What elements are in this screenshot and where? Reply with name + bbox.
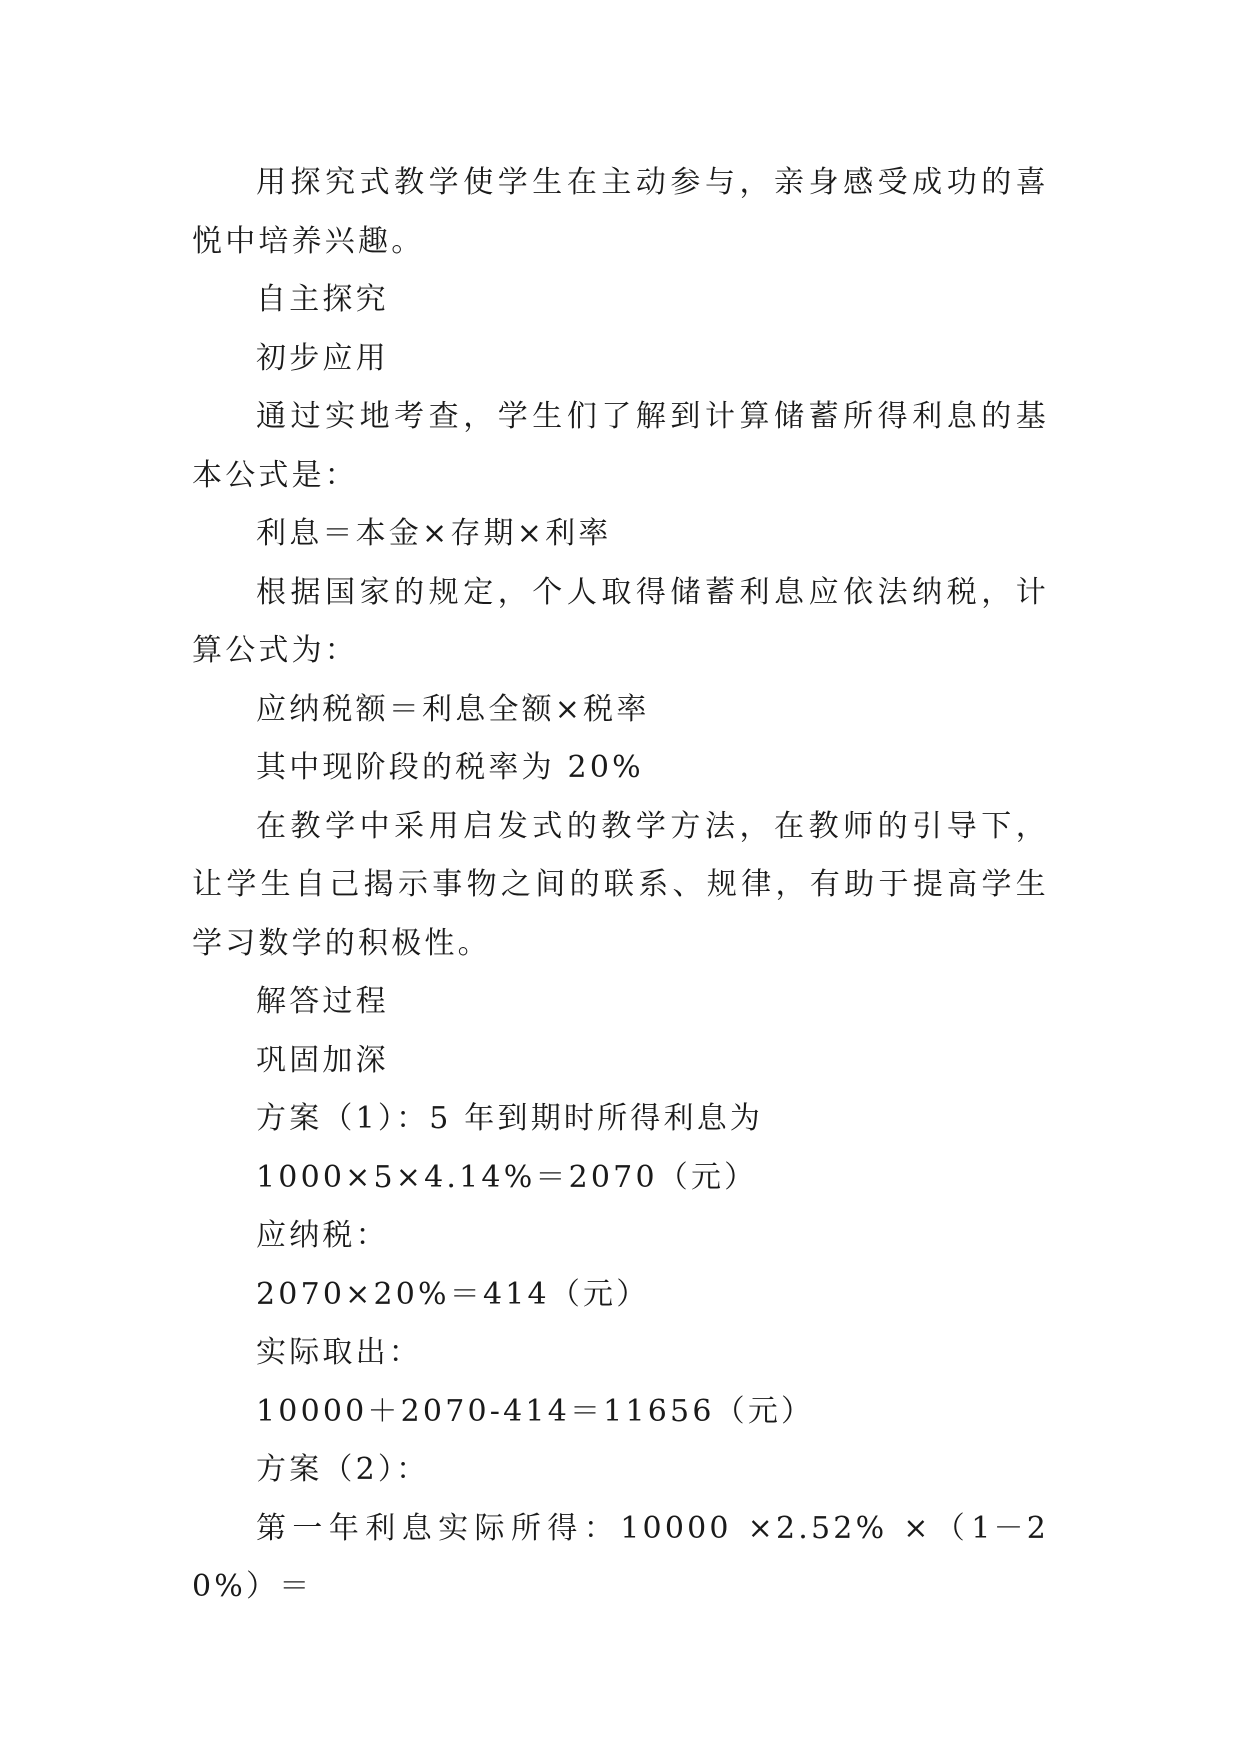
plan-1-withdrawal-label: 实际取出： <box>256 1335 422 1370</box>
paragraph-teaching-method: 在教学中采用启发式的教学方法，在教师的引导下，让学生自己揭示事物之间的联系、规律，有助于提高学生学习数学的积极性。 <box>192 808 1049 961</box>
heading-self-exploration: 自主探究 <box>256 282 389 317</box>
paragraph-intro: 用探究式教学使学生在主动参与，亲身感受成功的喜悦中培养兴趣。 <box>192 165 1049 259</box>
plan-1-tax-calc: 2070×20%＝414（元） <box>256 1276 650 1312</box>
formula-interest: 利息＝本金×存期×利率 <box>256 516 612 551</box>
heading-initial-application: 初步应用 <box>256 340 389 376</box>
plan-1-tax-label: 应纳税： <box>256 1218 389 1253</box>
plan-1-withdrawal-calc: 10000＋2070-414＝11656（元） <box>256 1393 815 1429</box>
document-body <box>192 154 1049 1617</box>
plan-2-title: 方案（2）： <box>256 1452 430 1487</box>
heading-consolidation: 巩固加深 <box>256 1042 389 1078</box>
paragraph-interest-formula-intro: 通过实地考查，学生们了解到计算储蓄所得利息的基本公式是： <box>192 399 1049 493</box>
formula-tax: 应纳税额＝利息全额×税率 <box>256 691 650 727</box>
plan-1-interest-calc: 1000×5×4.14%＝2070（元） <box>256 1159 758 1195</box>
plan-2-first-year-calc: 第一年利息实际所得：10000 ×2.52% ×（1－20%）＝ <box>192 1510 1049 1604</box>
paragraph-tax-rate: 其中现阶段的税率为 20% <box>256 750 644 785</box>
paragraph-tax-intro: 根据国家的规定，个人取得储蓄利息应依法纳税，计算公式为： <box>192 574 1049 668</box>
heading-solution-process: 解答过程 <box>256 984 389 1019</box>
plan-1-title: 方案（1）：5 年到期时所得利息为 <box>256 1101 764 1136</box>
